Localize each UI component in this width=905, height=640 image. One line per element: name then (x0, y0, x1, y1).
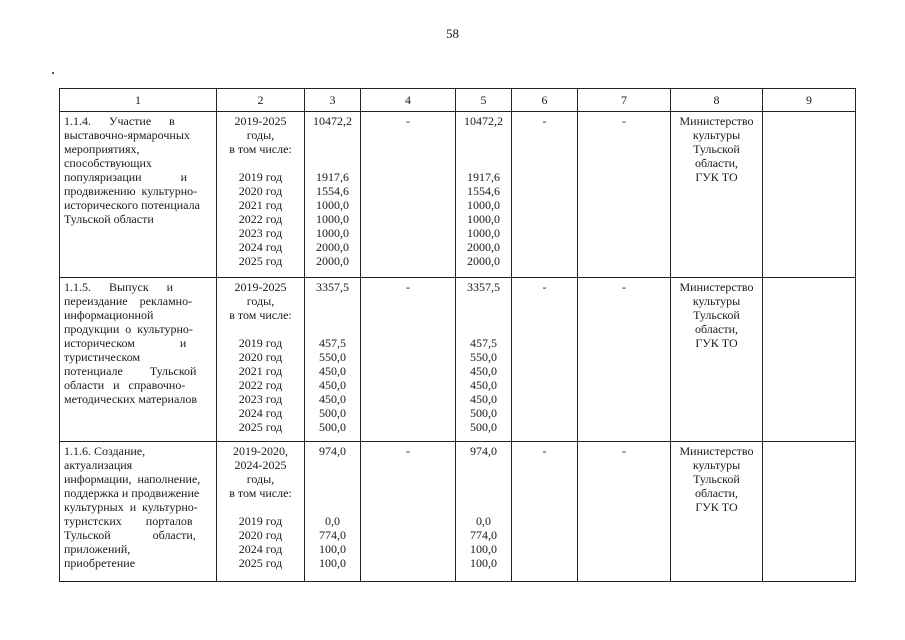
col3-value: 2000,0 (316, 254, 349, 268)
col5-value: 1554,6 (467, 184, 500, 198)
col9-cell (763, 278, 856, 442)
org-line: Министерство (679, 280, 754, 294)
year-label: 2019 год (238, 514, 283, 528)
period-line: годы, (246, 128, 275, 142)
col4-cell (361, 278, 456, 442)
spacer (459, 486, 508, 500)
col4-cell (361, 112, 456, 278)
col3-value: 450,0 (319, 378, 346, 392)
measure-name-line: актуализация (64, 458, 133, 472)
col3-cell (305, 442, 361, 582)
period-cell (217, 112, 305, 278)
org-line: области, (694, 322, 739, 336)
org-line: ГУК ТО (695, 170, 738, 184)
year-label: 2020 год (238, 350, 283, 364)
measure-name-line: методических материалов (64, 392, 198, 406)
org-line: культуры (692, 458, 741, 472)
col3-value: 500,0 (319, 406, 346, 420)
col5-cell (456, 278, 512, 442)
year-label: 2023 год (238, 392, 283, 406)
spacer (459, 128, 508, 142)
year-label: 2025 год (238, 556, 283, 570)
col4-dash: - (406, 280, 410, 294)
col3-value: 550,0 (319, 350, 346, 364)
responsible-org-cell (671, 112, 763, 278)
org-line: ГУК ТО (695, 336, 738, 350)
table-row (60, 442, 856, 582)
header-cell-5: 5 (456, 89, 512, 112)
year-label: 2020 год (238, 184, 283, 198)
measure-name-line: 1.1.6. Создание, (64, 444, 146, 458)
header-cell-1: 1 (60, 89, 217, 112)
header-row (60, 89, 856, 112)
year-label: 2024 год (238, 240, 283, 254)
col4-dash: - (406, 114, 410, 128)
measure-name-line: историческом и (64, 336, 187, 350)
spacer (459, 472, 508, 486)
col5-value: 774,0 (470, 528, 497, 542)
spacer (459, 156, 508, 170)
measure-name-line: области и справочно- (64, 378, 186, 392)
scan-artifact-dot (52, 72, 54, 74)
period-line: в том числе: (229, 486, 292, 500)
col5-value: 450,0 (470, 364, 497, 378)
col3-value: 0,0 (325, 514, 340, 528)
spacer (308, 308, 357, 322)
spacer (308, 472, 357, 486)
col3-value: 1554,6 (316, 184, 349, 198)
header-cell-3: 3 (305, 89, 361, 112)
year-label: 2019 год (238, 336, 283, 350)
org-line: ГУК ТО (695, 500, 738, 514)
col3-value: 1917,6 (316, 170, 349, 184)
year-label: 2024 год (238, 542, 283, 556)
responsible-org-cell (671, 278, 763, 442)
spacer (220, 322, 301, 336)
period-line: 2019-2020, (233, 444, 288, 458)
col5-value: 1000,0 (467, 226, 500, 240)
col6-dash: - (542, 444, 547, 458)
col3-value: 457,5 (319, 336, 346, 350)
measure-name-line: способствующих (64, 156, 152, 170)
period-line: годы, (246, 472, 275, 486)
measure-name-line: Тульской области (64, 212, 154, 226)
col3-value: 100,0 (319, 542, 346, 556)
measure-name-line: информации, наполнение, (64, 472, 201, 486)
col7-cell (578, 278, 671, 442)
col3-value: 500,0 (319, 420, 346, 434)
spacer (308, 294, 357, 308)
col9-cell (763, 442, 856, 582)
measure-name-line: потенциале Тульской (64, 364, 197, 378)
period-line: в том числе: (229, 308, 292, 322)
spacer (308, 500, 357, 514)
period-line: годы, (246, 294, 275, 308)
col3-total: 974,0 (319, 444, 346, 458)
col7-dash: - (622, 444, 626, 458)
col5-value: 100,0 (470, 542, 497, 556)
col4-dash: - (406, 444, 410, 458)
measure-name-line: поддержка и продвижение (64, 486, 200, 500)
header-cell-7: 7 (578, 89, 671, 112)
spacer (220, 156, 301, 170)
measure-name-cell (60, 278, 217, 442)
year-label: 2019 год (238, 170, 283, 184)
col5-value: 1000,0 (467, 212, 500, 226)
measure-name-cell (60, 442, 217, 582)
col7-cell (578, 442, 671, 582)
header-cell-6: 6 (512, 89, 578, 112)
spacer (459, 308, 508, 322)
table-row (60, 112, 856, 278)
spacer (308, 142, 357, 156)
col5-total: 974,0 (470, 444, 497, 458)
measure-name-line: приобретение (64, 556, 136, 570)
spacer (459, 294, 508, 308)
measure-name-line: выставочно-ярмарочных (64, 128, 190, 142)
measure-name-line: Тульской области, (64, 528, 196, 542)
year-label: 2025 год (238, 254, 283, 268)
measure-name-line: информационной (64, 308, 154, 322)
spacer (308, 458, 357, 472)
table-row (60, 278, 856, 442)
spacer (308, 322, 357, 336)
year-label: 2021 год (238, 198, 283, 212)
measure-name-line: исторического потенциала (64, 198, 200, 212)
spacer (459, 142, 508, 156)
col6-cell (512, 112, 578, 278)
col3-value: 1000,0 (316, 212, 349, 226)
measure-name-line: туристическом (64, 350, 141, 364)
col3-value: 2000,0 (316, 240, 349, 254)
spacer (308, 156, 357, 170)
header-cell-4: 4 (361, 89, 456, 112)
col5-value: 1000,0 (467, 198, 500, 212)
col5-value: 2000,0 (467, 240, 500, 254)
col3-value: 1000,0 (316, 198, 349, 212)
col3-total: 3357,5 (316, 280, 349, 294)
col6-cell (512, 442, 578, 582)
col5-value: 457,5 (470, 336, 497, 350)
col5-value: 0,0 (476, 514, 491, 528)
period-line: 2019-2025 (234, 114, 287, 128)
col3-value: 774,0 (319, 528, 346, 542)
measure-name-line: 1.1.4. Участие в (64, 114, 175, 128)
col4-cell (361, 442, 456, 582)
period-cell (217, 278, 305, 442)
org-line: Тульской (693, 142, 740, 156)
year-label: 2023 год (238, 226, 283, 240)
year-label: 2022 год (238, 378, 283, 392)
measure-name-line: мероприятиях, (64, 142, 140, 156)
col5-value: 500,0 (470, 406, 497, 420)
col7-cell (578, 112, 671, 278)
org-line: культуры (692, 294, 741, 308)
col5-value: 450,0 (470, 392, 497, 406)
measure-name-line: переиздание рекламно- (64, 294, 193, 308)
col3-value: 450,0 (319, 364, 346, 378)
col5-value: 450,0 (470, 378, 497, 392)
col5-value: 100,0 (470, 556, 497, 570)
col5-cell (456, 442, 512, 582)
measure-name-line: туристских порталов (64, 514, 193, 528)
measure-name-cell (60, 112, 217, 278)
measure-name-line: популяризации и (64, 170, 187, 184)
col5-cell (456, 112, 512, 278)
col5-total: 3357,5 (467, 280, 500, 294)
measure-name-line: 1.1.5. Выпуск и (64, 280, 174, 294)
col6-cell (512, 278, 578, 442)
period-line: в том числе: (229, 142, 292, 156)
measure-name-line: продукции о культурно- (64, 322, 193, 336)
org-line: Министерство (679, 114, 754, 128)
org-line: Тульской (693, 308, 740, 322)
spacer (308, 128, 357, 142)
col3-value: 450,0 (319, 392, 346, 406)
spacer (308, 486, 357, 500)
org-line: области, (694, 156, 739, 170)
col7-dash: - (622, 114, 626, 128)
year-label: 2021 год (238, 364, 283, 378)
org-line: Министерство (679, 444, 754, 458)
col3-cell (305, 112, 361, 278)
year-label: 2022 год (238, 212, 283, 226)
col6-dash: - (542, 280, 547, 294)
col3-value: 100,0 (319, 556, 346, 570)
org-line: Тульской (693, 472, 740, 486)
budget-table (59, 88, 856, 582)
page-number: 58 (446, 26, 459, 41)
header-cell-2: 2 (217, 89, 305, 112)
year-label: 2025 год (238, 420, 283, 434)
spacer (459, 322, 508, 336)
col5-value: 550,0 (470, 350, 497, 364)
year-label: 2024 год (238, 406, 283, 420)
period-cell (217, 442, 305, 582)
header-cell-9: 9 (763, 89, 856, 112)
col3-value: 1000,0 (316, 226, 349, 240)
col5-value: 2000,0 (467, 254, 500, 268)
period-line: 2019-2025 (234, 280, 287, 294)
col3-cell (305, 278, 361, 442)
org-line: области, (694, 486, 739, 500)
col5-value: 500,0 (470, 420, 497, 434)
measure-name-line: приложений, (64, 542, 131, 556)
spacer (220, 500, 301, 514)
col7-dash: - (622, 280, 626, 294)
col6-dash: - (542, 114, 547, 128)
measure-name-line: культурных и культурно- (64, 500, 198, 514)
org-line: культуры (692, 128, 741, 142)
header-cell-8: 8 (671, 89, 763, 112)
period-line: 2024-2025 (234, 458, 287, 472)
col5-value: 1917,6 (467, 170, 500, 184)
responsible-org-cell (671, 442, 763, 582)
measure-name-line: продвижению культурно- (64, 184, 198, 198)
year-label: 2020 год (238, 528, 283, 542)
col3-total: 10472,2 (313, 114, 352, 128)
col5-total: 10472,2 (464, 114, 503, 128)
spacer (459, 500, 508, 514)
spacer (459, 458, 508, 472)
col9-cell (763, 112, 856, 278)
